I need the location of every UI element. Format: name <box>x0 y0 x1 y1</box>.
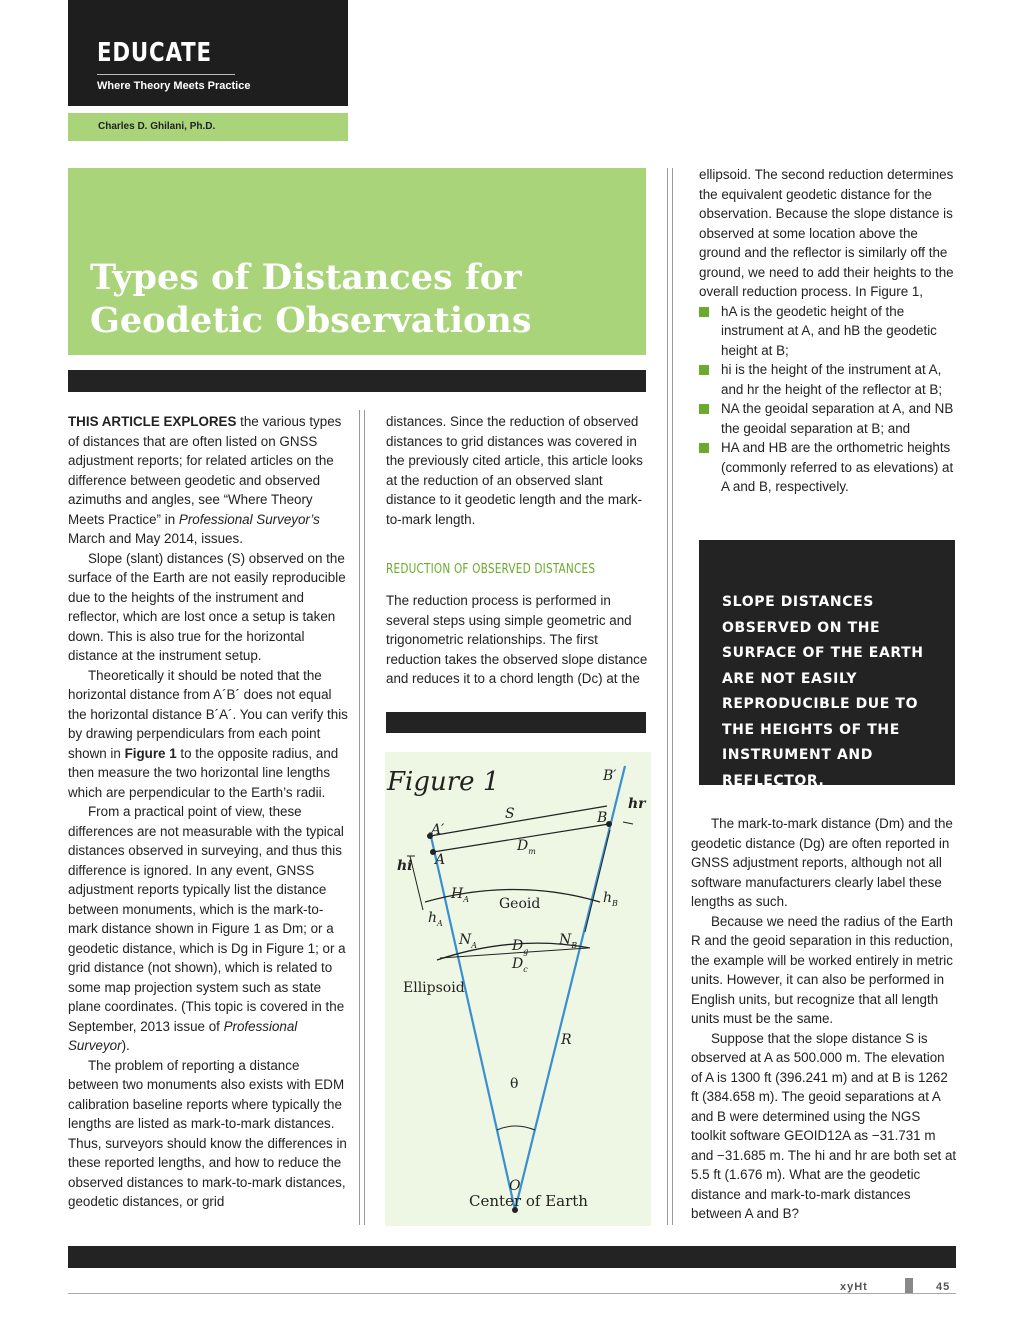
list-item <box>699 438 957 497</box>
label-Dm: $D_m$ <box>517 838 536 856</box>
figure-1 <box>385 752 651 1226</box>
column-3 <box>699 165 957 497</box>
col1-p4a: From a practical point of view, these differences are not measurable with the typical distances observed in surveying, and thus this difference is ignored. In any event, GNSS adjustment reports typically list the distance between monuments, which is the mark-to-mark distance shown in Figure 1 as Dm; or a geodetic distance, which is Dg in Figure 1; or a grid distance (not shown), which is related to some map projection system such as state plane coordinates. (This topic is covered in the September, 2013 issue of <box>68 804 346 1034</box>
col1-para-5: The problem of reporting a distance between two monuments also exists with EDM calibration baseline reports where typically the lengths are listed as mark-to-mark distances. Thus, surveyors should know the differences in these reported lengths, and how to reduce the observed distances to mark-to-mark distances, geodetic distances, or grid <box>68 1057 347 1209</box>
column-2-b <box>386 591 648 689</box>
col1-p1-text: the various types of distances that are often listed on GNSS adjustment reports; for related articles on the difference between geodetic and observed azimuths and angles, see “Where Theory Meets Practice” in <box>68 414 342 527</box>
column-2 <box>386 412 648 529</box>
title-line-1: Types of Distances for <box>90 257 522 298</box>
col1-para-4 <box>68 802 348 1056</box>
col1-p1-italic: Professional Surveyor’s <box>178 511 320 527</box>
radius-B <box>515 766 625 1210</box>
column-divider-1 <box>359 410 365 1225</box>
label-B: B <box>597 810 608 826</box>
author-bar <box>68 113 348 141</box>
hr-tick <box>623 822 633 824</box>
col1-para-1 <box>68 412 348 549</box>
column-3-b <box>691 814 957 1224</box>
col2-para-2: The reduction process is performed in several steps using simple geometric and trigonometric relationships. The first reduction takes the observed slope distance and reduces it to a chord length (Dc) at the <box>386 593 648 686</box>
page-number: 45 <box>936 1281 951 1293</box>
col3-para-2: The mark-to-mark distance (Dm) and the geodetic distance (Dg) are often reported in GNSS adjustment reports, although not all software manufacturers clearly label these lengths as such. <box>691 816 953 909</box>
label-Dg: $D_g$ <box>512 938 529 956</box>
author-name: Charles D. Ghilani, Ph.D. <box>98 121 216 132</box>
col1-para-2: Slope (slant) distances (S) observed on the surface of the Earth are not easily reproducible due to the heights of the instrument and reflector, which are lost once a setup is taken down. This is also true for the horizontal distance at the instrument setup. <box>68 550 346 663</box>
col2-para-1: distances. Since the reduction of observed distances to grid distances was covered in the previously cited article, this article looks at the reduction of an observed slant distance to it geodetic length and the mark-to-mark length. <box>386 414 643 527</box>
label-NA: $N_A$ <box>459 932 478 950</box>
label-theta: θ <box>510 1076 519 1092</box>
col1-para-3 <box>68 666 348 803</box>
list-item <box>699 399 957 438</box>
height-definitions-list <box>699 302 957 497</box>
bullet-square-icon <box>699 365 709 375</box>
figure-caption: Figure 1 <box>387 767 500 797</box>
title-box <box>68 168 646 355</box>
pull-quote-box <box>699 540 955 789</box>
col1-p1-end: March and May 2014, issues. <box>68 531 243 546</box>
label-R: R <box>561 1032 572 1048</box>
label-ellipsoid: Ellipsoid <box>403 980 465 996</box>
label-Dc: $D_c$ <box>512 956 528 974</box>
label-A: A <box>435 852 446 868</box>
masthead-tagline: Where Theory Meets Practice <box>97 80 251 92</box>
bullet-text: hA is the geodetic height of the instrument at A, and hB the geodetic height at B; <box>721 303 937 358</box>
label-center: Center of Earth <box>469 1192 588 1210</box>
bullet-square-icon <box>699 404 709 414</box>
col3-para-1: ellipsoid. The second reduction determines the equivalent geodetic distance for the observation. Because the slope distance is observed at some location above the ground and the reflector is similarly off the ground, we need to add their heights to the overall reduction process. In Figure 1, <box>699 167 954 299</box>
title-underbar <box>68 370 646 392</box>
lead-in: THIS ARTICLE EXPLORES <box>68 414 237 429</box>
column-1 <box>68 412 348 1212</box>
col1-p3b: to the opposite radius, and then measure the two horizontal line lengths which are perpendicular to the Earth’s radii. <box>68 745 339 800</box>
label-HA: $H_A$ <box>451 886 469 904</box>
col1-p4-italic: Professional Surveyor <box>68 1018 298 1053</box>
line-S <box>430 806 607 836</box>
col3-para-4: Suppose that the slope distance S is observed at A as 500.000 m. The elevation of A is 1300 ft (396.241 m) and at B is 1262 ft (384.658 m). The geoid separations at A and B were determined using the NGS toolkit software GEOID12A as −31.731 m and −31.685 m. The hi and hr are both set at 5.5 ft (1.676 m). What are the geodetic distance and mark-to-mark distances between A and B? <box>691 1030 957 1221</box>
masthead-brand: EDUCATE <box>97 38 212 68</box>
magazine-name: xyHt <box>840 1281 868 1293</box>
title-line-2: Geodetic Observations <box>90 300 532 341</box>
label-NB: $N_B$ <box>559 932 578 950</box>
figure-topbar <box>386 712 646 733</box>
pull-quote: SLOPE DISTANCES OBSERVED ON THE SURFACE OF THE EARTH ARE NOT EASILY REPRODUCIBLE DUE TO THE HEIGHTS OF THE INSTRUMENT AND REFLECTOR. <box>722 594 924 789</box>
list-item <box>699 302 957 361</box>
bullet-square-icon <box>699 443 709 453</box>
col1-p4b: ). <box>121 1038 130 1053</box>
folio-rule <box>68 1293 956 1294</box>
footer-bar <box>68 1246 956 1268</box>
col1-p3a: Theoretically it should be noted that the horizontal distance from A´B´ does not equal the horizontal distance B´A´. You can verify this by drawing perpendiculars from each point shown in <box>68 667 348 761</box>
column-divider-2 <box>667 168 673 1225</box>
hB-dim <box>585 830 610 932</box>
article-title <box>90 256 532 342</box>
list-item <box>699 360 957 399</box>
label-hB: $h_B$ <box>603 890 618 908</box>
label-B-prime: B′ <box>603 768 617 784</box>
masthead <box>68 0 348 106</box>
folio-divider <box>905 1278 913 1294</box>
label-A-prime: A′ <box>431 822 445 838</box>
bullet-text: hi is the height of the instrument at A, and hr the height of the reflector at B; <box>721 362 943 397</box>
label-geoid: Geoid <box>499 896 541 912</box>
label-hr: hr <box>628 796 646 812</box>
bullet-square-icon <box>699 307 709 317</box>
col3-para-3: Because we need the radius of the Earth R and the geoid separation in this reduction, the example will be worked entirely in metric units. However, it can also be performed in English units, but recognize that all length units must be the same. <box>691 913 954 1026</box>
bullet-text: NA the geoidal separation at A, and NB the geoidal separation at B; and <box>721 401 954 436</box>
masthead-rule <box>97 74 235 75</box>
label-S: S <box>505 806 515 822</box>
radius-A <box>430 832 515 1210</box>
section-heading: REDUCTION OF OBSERVED DISTANCES <box>386 562 596 577</box>
geodetic-diagram <box>385 752 651 1226</box>
label-hi: hi <box>397 858 413 874</box>
theta-arc <box>497 1126 535 1130</box>
label-hA: $h_A$ <box>428 910 443 928</box>
figure-ref: Figure 1 <box>124 745 177 761</box>
bullet-text: HA and HB are the orthometric heights (commonly referred to as elevations) at A and B, respectively. <box>721 440 954 494</box>
label-O: O <box>509 1178 521 1194</box>
